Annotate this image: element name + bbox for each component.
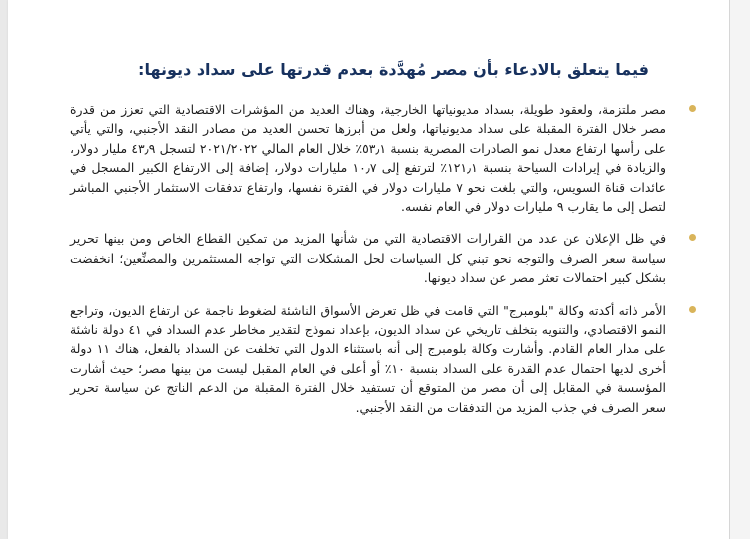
page-edge: [729, 0, 750, 539]
bullet-dot-icon: [689, 234, 696, 241]
bullet-list: [70, 100, 680, 417]
bullet-item: [70, 301, 680, 417]
bullet-dot-icon: [689, 306, 696, 313]
bullet-text: في ظل الإعلان عن عدد من القرارات الاقتصادية التي من شأنها المزيد من تمكين القطاع الخاص ومن بينها تحرير سياسة سعر الصرف والتوجه نحو تبني كل السياسات لحل المشكلات التي تواجه المستثمرين والمصنِّعين؛ انخفضت بشكل كبير احتمالات تعثر مصر عن سداد ديونها.: [70, 231, 666, 286]
section-heading: فيما يتعلق بالادعاء بأن مصر مُهدَّدة بعدم قدرتها على سداد ديونها:: [138, 60, 649, 79]
bullet-text: مصر ملتزمة، ولعقود طويلة، بسداد مديونياتها الخارجية، وهناك العديد من المؤشرات الاقتصادية التي تعزز من قدرة مصر خلال الفترة المقبلة على سداد مديونياتها، ولعل من أبرزها تحسن العديد من مصادر النقد الأجنبي، والتي يأتي على رأسها ارتفاع معدل نمو الصادرات المصرية بنسبة ٥٣٫١٪ خلال العام المالي ٢٠٢١/٢٠٢٢ لتسجل ٤٣٫٩ مليار دولار، والزيادة في إيرادات السياحة بنسبة ١٢١٫١٪ لترتفع إلى ١٠٫٧ مليارات دولار، إضافة إلى الارتفاع الكبير المسجل في عائدات قناة السويس، والتي بلغت نحو ٧ مليارات دولار في الفترة نفسها، وارتفاع تدفقات الاستثمار الأجنبي المباشر لتصل إلى ما يقارب ٩ مليارات دولار في العام نفسه.: [70, 102, 666, 215]
bullet-dot-icon: [689, 105, 696, 112]
bullet-text: الأمر ذاته أكدته وكالة "بلومبرج" التي قامت في ظل تعرض الأسواق الناشئة لضغوط ناجمة عن ارتفاع الديون، وتراجع النمو الاقتصادي، والتنويه بتخلف تاريخي عن سداد الديون، بإعداد نموذج لتقدير مخاطر عدم السداد في ٤١ دولة ناشئة على مدار العام القادم. وأشارت وكالة بلومبرج إلى أنه باستثناء الدول التي تخلفت عن السداد بالفعل، هناك ١١ دولة أخرى لديها احتمال عدم القدرة على السداد بنسبة ١٠٪ أو أعلى في العام المقبل ليست من بينها مصر؛ حيث أشارت المؤسسة في المقابل إلى أن مصر من المتوقع أن تستفيد خلال الفترة المقبلة من الدعم الناتج عن سياسة تحرير سعر الصرف في جذب المزيد من التدفقات من النقد الأجنبي.: [70, 302, 667, 415]
bullet-item: [70, 100, 680, 216]
bullet-item: [70, 229, 680, 287]
document-page: [8, 0, 729, 539]
